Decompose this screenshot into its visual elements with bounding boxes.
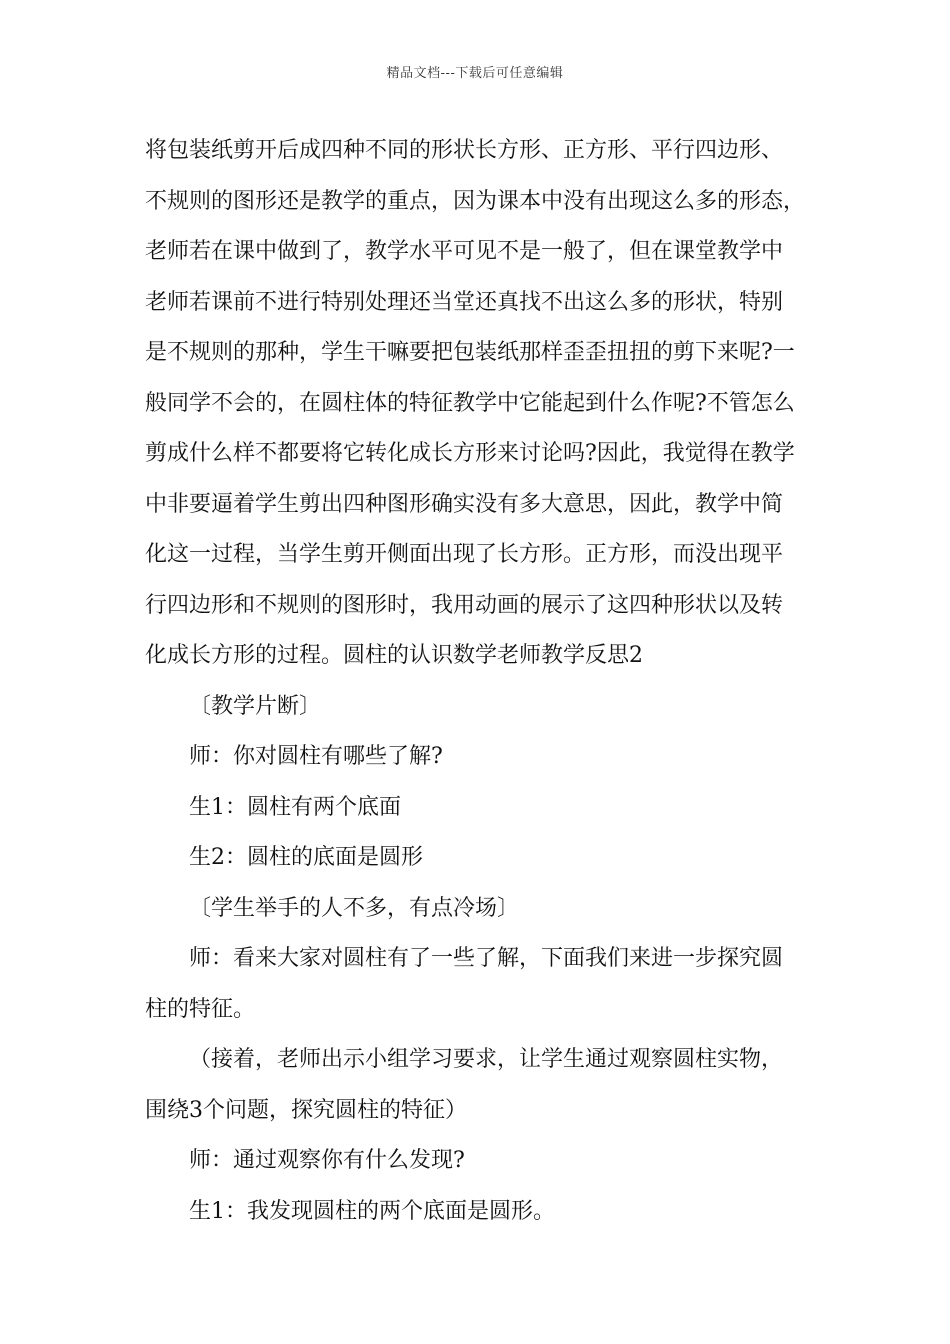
page-header: 精品文档---下载后可任意编辑 <box>386 66 564 81</box>
paragraph-stage-note: （接着，老师出示小组学习要求，让学生通过观察圆柱实物， 围绕3个问题，探究圆柱的特征） <box>145 1047 784 1123</box>
paragraph-dialogue: 生1：我发现圆柱的两个底面是圆形。 <box>189 1198 555 1224</box>
paragraph-dialogue: 师：你对圆柱有哪些了解? <box>189 744 443 769</box>
paragraph-dialogue: 师：看来大家对圆柱有了一些了解，下面我们来进一步探究圆 柱的特征。 <box>145 946 784 1022</box>
paragraph-dialogue: 师：通过观察你有什么发现? <box>189 1148 465 1173</box>
paragraph-dialogue: 生2：圆柱的底面是圆形 <box>189 845 423 870</box>
paragraph-dialogue: 生1：圆柱有两个底面 <box>189 794 401 820</box>
document-body <box>145 126 825 1237</box>
paragraph-stage-note: 〔学生举手的人不多，有点冷场〕 <box>189 895 520 921</box>
paragraph-section-heading: 〔教学片断〕 <box>189 693 322 719</box>
paragraph-intro: 将包装纸剪开后成四种不同的形状长方形、正方形、平行四边形、 不规则的图形还是教学的重点，因为课本中没有出现这么多的形态， 老师若在课中做到了，教学水平可见不是一般了，但在课堂教学中 老师若课前不进行特别处理还当堂还真找不出这么多的形状，特别 是不规则的那种，学生干嘛要把包装纸那样歪歪扭扭的剪下来呢?一 般同学不会的，在圆柱体的特征教学中它能起到什么作呢?不管怎么 剪成什么样不都要将它转化成长方形来讨论吗?因此，我觉得在教学 中非要逼着学生剪出四种图形确实没有多大意思，因此，教学中简 化这一过程，当学生剪开侧面出现了长方形。正方形，而没出现平 行四边形和不规则的图形时，我用动画的展示了这四种形状以及转 化成长方形的过程。圆柱的认识数学老师教学反思2 <box>145 138 806 668</box>
